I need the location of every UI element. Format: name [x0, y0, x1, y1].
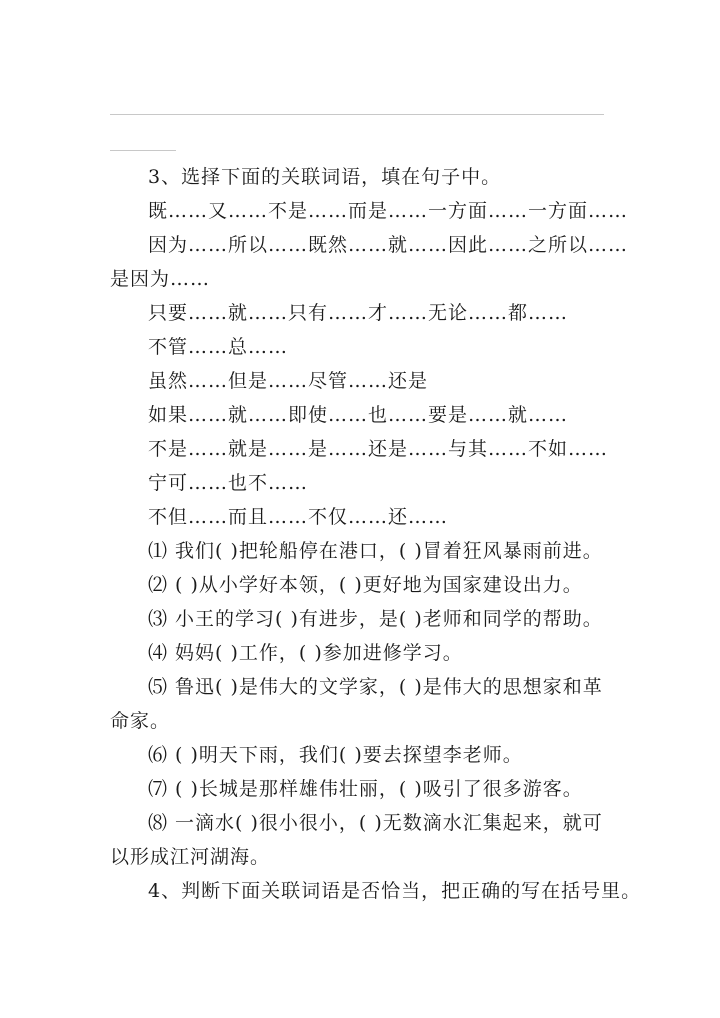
conjunction-line: 既……又……不是……而是……一方面……一方面……	[148, 200, 629, 222]
question-5: ⑸ 鲁迅( )是伟大的文学家，( )是伟大的思想家和革	[148, 676, 603, 698]
question-6: ⑹ ( )明天下雨，我们( )要去探望李老师。	[148, 744, 523, 766]
document-body	[110, 160, 642, 908]
conjunction-line: 不是……就是……是……还是……与其……不如……	[148, 438, 609, 460]
conjunction-line: 如果……就……即使……也……要是……就……	[148, 404, 569, 426]
question-7: ⑺ ( )长城是那样雄伟壮丽，( )吸引了很多游客。	[148, 778, 583, 800]
conjunction-line: 虽然……但是……尽管……还是	[148, 370, 429, 392]
header-divider-line	[110, 114, 604, 115]
question-8: ⑻ 一滴水( )很小很小，( )无数滴水汇集起来，就可	[148, 812, 603, 834]
question-8-continued: 以形成江河湖海。	[110, 846, 271, 868]
section-4-title: 4、判断下面关联词语是否恰当，把正确的写在括号里。	[148, 880, 642, 902]
question-2: ⑵ ( )从小学好本领，( )更好地为国家建设出力。	[148, 574, 583, 596]
question-1: ⑴ 我们( )把轮船停在港口，( )冒着狂风暴雨前进。	[148, 540, 603, 562]
conjunction-line: 只要……就……只有……才……无论……都……	[148, 302, 569, 324]
conjunction-line: 因为……所以……既然……就……因此……之所以……	[148, 234, 629, 256]
question-3: ⑶ 小王的学习( )有进步，是( )老师和同学的帮助。	[148, 608, 603, 630]
conjunction-line: 宁可……也不……	[148, 472, 309, 494]
question-4: ⑷ 妈妈( )工作，( )参加进修学习。	[148, 642, 463, 664]
section-3-title: 3、选择下面的关联词语，填在句子中。	[148, 166, 502, 188]
conjunction-line-continued: 是因为……	[110, 268, 211, 290]
header-short-line	[110, 150, 176, 151]
conjunction-line: 不但……而且……不仅……还……	[148, 506, 449, 528]
conjunction-line: 不管……总……	[148, 336, 289, 358]
question-5-continued: 命家。	[110, 710, 171, 732]
